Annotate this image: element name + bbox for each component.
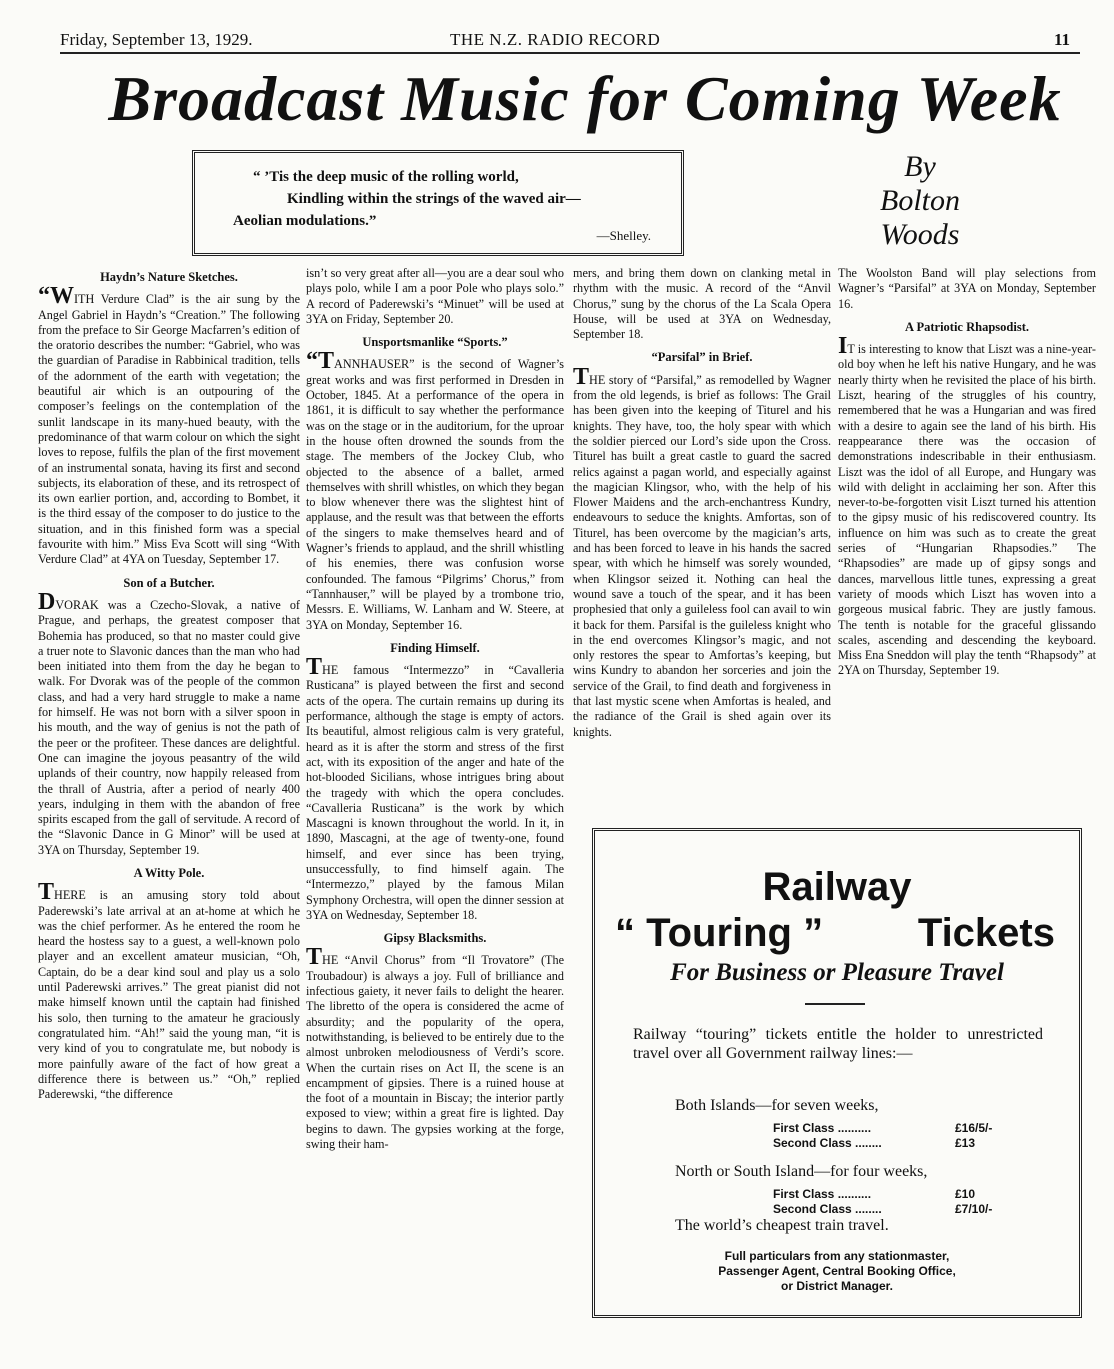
article-column-4: [838, 266, 1096, 826]
byline-name-last: Woods: [880, 218, 960, 251]
route-north-or-south: North or South Island—for four weeks,: [675, 1163, 928, 1180]
byline-by: By: [904, 150, 936, 183]
article-paragraph: THE “Anvil Chorus” from “Il Trovatore” (The Troubadour) is always a joy. Full of brilliance and infectious gaiety, it never fails to delight the hearer. The libretto of the opera is considered the acme of absurdity; and the popularity of the opera, notwithstanding, is believed to be entirely due to the almost unbroken melodiousness of Verdi’s score. When the curtain rises on Act II, the scene is an encampment of gipsies. There is a ruined house at the foot of a mountain in Biscay; the interior partly exposed to view; within a great fire is lighted. Day begins to dawn. The gypsies working at the forge, swing their ham-: [306, 944, 564, 1152]
masthead: [60, 30, 1080, 54]
section-heading: Unsportsmanlike “Sports.”: [362, 335, 508, 350]
section-heading: Haydn’s Nature Sketches.: [100, 270, 238, 284]
article-paragraph: THE story of “Parsifal,” as remodelled by Wagner from the old legends, is brief as follows: The Grail has been given into the keeping of Titurel and his knights. They have, too, the holy spear with which the soldier pierced our Lord’s side upon the Cross. Titurel has built a great castle to guard the sacred relics against a pagan world, and especially against the magician Klingsor, who, with the help of his Flower Maidens and the arch-enchantress Kundry, endeavours to seduce the knights. Amfortas, son of Titurel, has been overcome by the magician’s arts, and has been forced to leave in his hands the sacred spear, with which he himself was sorely wounded, when Klingsor seized it. Nothing can heal the wound save a touch of the spear, and it has been prophesied that only a guileless fool can avail to win it back for them. Parsifal is the guileless knight who in the end overcomes Klingsor’s magic, and not only restores the spear to Amfortas’s keeping, but wins Kundry to abandon her sorceries and join the service of the Grail, to find death and forgiveness in that last mystic scene when Amfortas is healed, and the radiance of the Grail is shed again over its knights.: [573, 363, 831, 739]
article-paragraph: THE famous “Intermezzo” in “Cavalleria Rusticana” is played between the first and second acts of the opera. The curtain remains up during its performance, although the stage is empty of actors. Its beautiful, almost religious calm is very grateful, heard as it is after the storm and stress of the first act, with its exposition of the anger and hate of the hot-blooded Sicilians, whose intrigues bring about the tragedy with which the opera concludes. “Cavalleria Rusticana” is the work by which Mascagni is known throughout the world. In it, in 1890, Mascagni, at the age of twenty-one, found himself, and ever since has been trying, unsuccessfully, to find himself again. The “Intermezzo,” played by the famous Milan Symphony Orchestra, will open the dinner session at 3YA on Wednesday, September 18.: [306, 654, 564, 922]
fare-price: £7/10/-: [955, 1202, 993, 1216]
ad-footer-line: or District Manager.: [780, 1279, 894, 1293]
ad-footer: [595, 1249, 1079, 1294]
ad-title-tickets: Tickets: [917, 911, 1055, 955]
ad-title-line-2: [615, 911, 1055, 956]
ad-title-touring: “ Touring ”: [615, 911, 824, 955]
section-heading: Gipsy Blacksmiths.: [383, 931, 487, 946]
fare-class: Second Class ........: [773, 1136, 882, 1150]
ad-footer-line: Full particulars from any stationmaster,: [724, 1249, 950, 1263]
epigraph-line-1: “ ’Tis the deep music of the rolling world,: [253, 169, 519, 185]
byline-name-first: Bolton: [880, 184, 960, 217]
fare-price: £10: [955, 1187, 976, 1201]
ad-title-railway: Railway: [762, 865, 912, 909]
section-heading: Son of a Butcher.: [123, 575, 215, 590]
section-heading: Finding Himself.: [390, 640, 480, 655]
ad-subtitle: For Business or Pleasure Travel: [670, 959, 1004, 986]
epigraph-line-2: Kindling within the strings of the waved air—: [287, 191, 581, 207]
ad-tagline: The world’s cheapest train travel.: [675, 1217, 889, 1234]
newspaper-name: THE N.Z. RADIO RECORD: [450, 30, 661, 49]
article-paragraph: “WITH Verdure Clad” is the air sung by the Angel Gabriel in Haydn’s “Creation.” The following from the preface to Sir George Macfarren’s edition of the oratorio describes the number: “Gabriel, who was the guardian of Paradise in Rabbinical tradition, tells of the adornment of the earth with vegetation; the beautiful air which is an outpouring of the composer’s feelings on the contemplation of the sunlit landscape in its many-hued beauty, with the predominance of that warm colour on which the sight loves to repose, fulfils the plan of the first movement of an instrumental sonata, having its first and second subjects, its elaboration of these, and its retrospect of its own earlier portion, and, according to Bombet, it is the third essay of the composer to do justice to the situation, and in this finished form was a special favourite with him.” Miss Eva Scott will sing “With Verdure Clad” at 4YA on Tuesday, September 17.: [38, 283, 300, 567]
article-column-3: [573, 266, 831, 826]
article-paragraph: THERE is an amusing story told about Paderewski’s late arrival at an at-home at which he was the chief performer. As he entered the room he heard the hostess say to a guest, a well-known polo player and an excellent amateur musician, “Oh, Captain, do be a dear kind soul and play us a solo until Paderewski arrives.” The great pianist did not make himself known until the captain had finished his solo, then turning to the amateur he graciously congratulated him. “Ah!” said the young man, “it is very kind of you to congratulate me, but nobody is more painfully aware of the fact of how great a difference there is between us.” “Oh,” replied Paderewski, “the difference: [38, 879, 300, 1102]
article-paragraph: IT is interesting to know that Liszt was a nine-year-old boy when he left his native Hungary, and he was nearly thirty when he revisited the place of his birth. Liszt, hearing of the struggles of his country, remembered that he was a Hungarian and was fired with a desire to again see the land of his birth. His reappearance there was the occasion of demonstrations indescribable in their enthusiasm. Liszt was the idol of all Europe, and Hungary was wild with delight in acclaiming her son. After this never-to-be-forgotten visit Liszt turned his attention to the gipsy music of his rediscovered country. Its influence on him was such as to create the great series of “Hungarian Rhapsodies.” The “Rhapsodies” are made up of gipsy songs and dances, marvellous little tunes, expressing a great variety of moods which Liszt has woven into a gorgeous musical fabric. They are justly famous. The tenth is notable for the graceful glissando scales, ascending and descending the keyboard. Miss Ena Sneddon will play the tenth “Rhapsody” at 2YA on Thursday, September 19.: [838, 333, 1096, 678]
route-both-islands: Both Islands—for seven weeks,: [675, 1097, 879, 1114]
epigraph-box: [192, 150, 684, 256]
article-paragraph: “TANNHAUSER” is the second of Wagner’s great works and was first performed in Dresden in October, 1845. At a performance of the opera in 1861, it is difficult to say whether the performance was on the stage or in the auditorium, for the uproar in the house often drowned the sounds from the stage. The members of the Jockey Club, who objected to the absence of a ballet, armed themselves with shrill whistles, on which they began to blow whenever there was the slightest hint of applause, and the result was that between the efforts of the singers to make themselves heard and of Wagner’s friends to applaud, and the shrill whistling of his enemies, there was confusion worse confounded. The famous “Pilgrims’ Chorus,” from “Tannhauser,” will be played by a trombone trio, Messrs. E. Williams, W. Lanham and W. Steere, at 3YA on Monday, September 16.: [306, 348, 564, 632]
fare-price: £16/5/-: [955, 1121, 993, 1135]
ad-intro: Railway “touring” tickets entitle the holder to unrestricted travel over all Government railway lines:—: [633, 1026, 1043, 1062]
article-paragraph: isn’t so very great after all—you are a dear soul who plays polo, while I am a poor Pole who plays solo.” A record of Paderewski’s “Minuet” will be used at 3YA on Friday, September 20.: [306, 266, 564, 326]
article-paragraph: The Woolston Band will play selections from Wagner’s “Parsifal” at 3YA on Monday, September 16.: [838, 266, 1096, 311]
article-column-2: [306, 266, 564, 1346]
epigraph-attribution: —Shelley.: [596, 228, 651, 243]
fare-price: £13: [955, 1136, 976, 1150]
article-paragraph: mers, and bring them down on clanking metal in rhythm with the music. A record of the “Anvil Chorus,” sung by the chorus of the La Scala Opera House, will be used at 3YA on Wednesday, September 18.: [573, 266, 831, 342]
section-heading: “Parsifal” in Brief.: [651, 350, 753, 365]
page-headline: Broadcast Music for Coming Week: [108, 63, 1062, 134]
epigraph-line-3: Aeolian modulations.”: [233, 213, 377, 229]
section-heading: A Patriotic Rhapsodist.: [905, 319, 1029, 334]
railway-advertisement: [592, 828, 1082, 1318]
ad-footer-line: Passenger Agent, Central Booking Office,: [718, 1264, 956, 1278]
section-heading: A Witty Pole.: [133, 865, 205, 880]
fare-class: Second Class ........: [773, 1202, 882, 1216]
byline: [850, 150, 990, 252]
ad-divider: [805, 1003, 865, 1005]
issue-date: Friday, September 13, 1929.: [60, 30, 253, 49]
page-number: 11: [1053, 30, 1070, 49]
article-paragraph: DVORAK was a Czecho-Slovak, a native of Prague, and perhaps, the greatest composer that Bohemia has produced, so that no master could give a truer note to Slavonic dances than the man who had been initiated into them from the day he began to walk. For Dvorak was of the people of the common class, and had a very hard struggle to make a name for himself. He was not born with a silver spoon in his mouth, and the way of genius is not the path of the peer or the profiteer. These dances are delightful. One can imagine the joyous peasantry of the wild uplands of their country, now happily released from the thrall of Austria, after a period of nearly 400 years, indulging in them with the abandon of free spirits escaped from the gall of servitude. A record of the “Slavonic Dance in G Minor” will be used at 3YA on Thursday, September 19.: [38, 588, 300, 857]
fare-class: First Class ..........: [773, 1121, 872, 1135]
fare-class: First Class ..........: [773, 1187, 872, 1201]
article-column-1: [38, 270, 300, 1350]
